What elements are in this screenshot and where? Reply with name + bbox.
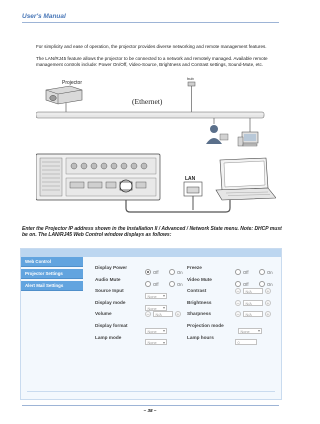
volume-stepper bbox=[145, 310, 181, 318]
sidebar-item-alert-mail-settings[interactable]: Alert Mail Settings bbox=[21, 281, 83, 291]
off-option-label: Off bbox=[153, 270, 159, 276]
display-mode-select[interactable]: None ▾ bbox=[145, 305, 167, 311]
video-mute-control bbox=[235, 276, 279, 287]
computer-illustration bbox=[238, 132, 258, 146]
display-format-control bbox=[145, 322, 167, 334]
intro-paragraph-2: The LAN/RJ45 feature allows the projector to be connected to a network and remotely managed. Available remote management controls include: Power On/Off, Video-Source, Brightness and Contrast settings, Sound-Mute, etc. bbox=[36, 56, 268, 68]
window-title-bar bbox=[21, 249, 281, 257]
projection-mode-control bbox=[238, 322, 262, 334]
display-mode-control bbox=[145, 299, 167, 311]
manual-title: User's Manual bbox=[22, 13, 66, 20]
header-divider bbox=[22, 22, 279, 23]
lamp-hours-value: 0 bbox=[235, 339, 257, 345]
web-control-window bbox=[20, 248, 282, 400]
projector-rear-panel bbox=[36, 154, 160, 200]
contrast-increase-button[interactable]: + bbox=[266, 289, 270, 295]
projector-illustration bbox=[46, 86, 82, 112]
contrast-label: Contrast bbox=[187, 288, 207, 294]
panel-divider bbox=[27, 391, 275, 392]
audio-mute-label: Audio Mute bbox=[95, 276, 121, 282]
volume-increase-button[interactable]: + bbox=[176, 312, 180, 318]
form-row bbox=[95, 263, 279, 276]
form-row bbox=[95, 275, 279, 285]
form-row bbox=[95, 309, 279, 319]
audio-mute-control bbox=[145, 276, 189, 287]
source-input-select[interactable]: None ▾ bbox=[145, 293, 167, 299]
form-row bbox=[95, 321, 279, 334]
display-power-label: Display Power bbox=[95, 265, 128, 270]
instruction-caption: Enter the Projector IP address shown in the Installation II / Advanced / Network State menu. Note: DHCP must be on. The LAN/RJ45 Web Control window displays as follows: bbox=[22, 226, 282, 239]
off-option-label: Off bbox=[243, 281, 249, 287]
video-mute-label: Video Mute bbox=[187, 276, 212, 282]
lamp-hours-label: Lamp hours bbox=[187, 334, 214, 340]
sharpness-decrease-button[interactable]: – bbox=[236, 312, 240, 318]
sharpness-label: Sharpness bbox=[187, 311, 211, 317]
brightness-decrease-button[interactable]: – bbox=[236, 300, 240, 306]
ethernet-label: (Ethernet) bbox=[132, 97, 163, 106]
projection-mode-label: Projection mode bbox=[187, 322, 224, 328]
volume-decrease-button[interactable]: – bbox=[146, 312, 150, 318]
control-form bbox=[95, 263, 279, 344]
on-option-label: On bbox=[176, 270, 183, 276]
lan-port-zoom bbox=[184, 182, 202, 210]
form-row bbox=[95, 286, 279, 299]
lamp-mode-control bbox=[145, 334, 167, 346]
lamp-hours-control bbox=[235, 334, 257, 346]
display-format-label: Display format bbox=[95, 322, 128, 328]
source-input-control bbox=[145, 287, 167, 299]
footer-divider bbox=[22, 405, 279, 406]
web-control-sidebar bbox=[21, 257, 83, 293]
sidebar-item-web-control[interactable]: Web Control bbox=[21, 257, 83, 267]
freeze-control bbox=[235, 264, 279, 276]
lan-label: LAN bbox=[185, 176, 196, 182]
brightness-increase-button[interactable]: + bbox=[266, 300, 270, 306]
hub-label: hub bbox=[187, 76, 194, 81]
brightness-stepper bbox=[235, 299, 271, 307]
network-diagram bbox=[36, 76, 276, 148]
sharpness-stepper bbox=[235, 310, 271, 318]
on-option-label: On bbox=[266, 270, 273, 276]
hub-illustration bbox=[188, 82, 195, 112]
display-power-control bbox=[145, 264, 189, 276]
page-number: – 38 – bbox=[143, 408, 157, 413]
off-option-label: Off bbox=[243, 270, 249, 276]
lan-connection-diagram bbox=[36, 152, 276, 218]
contrast-stepper bbox=[235, 287, 271, 295]
on-option-label: On bbox=[266, 281, 273, 287]
volume-label: Volume bbox=[95, 311, 112, 317]
on-option-label: On bbox=[176, 281, 183, 287]
brightness-value: N/A bbox=[243, 300, 263, 306]
lamp-mode-select[interactable]: None ▾ bbox=[145, 339, 167, 345]
laptop-illustration bbox=[216, 158, 276, 200]
volume-value: N/A bbox=[153, 311, 173, 317]
sharpness-increase-button[interactable]: + bbox=[266, 312, 270, 318]
display-mode-label: Display mode bbox=[95, 299, 126, 305]
form-row bbox=[95, 333, 279, 346]
off-option-label: Off bbox=[153, 281, 159, 287]
contrast-decrease-button[interactable]: – bbox=[236, 289, 240, 295]
projection-mode-select[interactable]: None ▾ bbox=[238, 328, 262, 334]
projector-label: Projector bbox=[62, 80, 83, 86]
sidebar-item-projector-settings[interactable]: Projector Settings bbox=[21, 269, 83, 279]
lamp-mode-label: Lamp mode bbox=[95, 334, 122, 340]
contrast-value: N/A bbox=[243, 288, 263, 294]
source-input-label: Source Input bbox=[95, 288, 124, 294]
intro-paragraph-1: For simplicity and ease of operation, the projector provides diverse networking and remote management features. bbox=[36, 44, 267, 49]
ethernet-bus bbox=[36, 112, 264, 118]
freeze-label: Freeze bbox=[187, 265, 202, 270]
user-illustration bbox=[206, 125, 228, 144]
sharpness-value: N/A bbox=[243, 311, 263, 317]
brightness-label: Brightness bbox=[187, 299, 212, 305]
form-row bbox=[95, 298, 279, 311]
display-format-select[interactable]: None ▾ bbox=[145, 328, 167, 334]
